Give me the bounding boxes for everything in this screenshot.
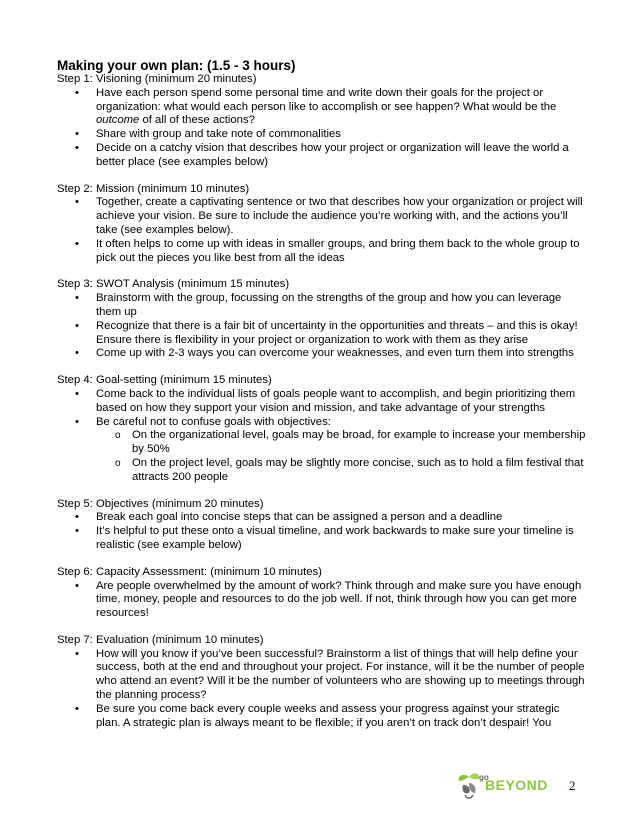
list-item-text: Be sure you come back every couple weeks and assess your progress against your strategic plan. A strategic plan is always meant to be flexible; if you aren’t on track don’t despair! You — [96, 702, 560, 729]
bullet-list — [57, 388, 587, 485]
sub-list — [96, 429, 587, 484]
page-number: 2 — [569, 778, 576, 793]
bullet-list — [57, 648, 587, 731]
list-item-text: Be careful not to confuse goals with objectives: — [96, 415, 331, 428]
list-item — [57, 196, 587, 237]
sub-list-item: o On the project level, goals may be slightly more concise, such as to hold a film festival that attracts 200 people — [57, 457, 587, 485]
list-item-text: Break each goal into concise steps that can be assigned a person and a deadline — [96, 511, 503, 524]
list-item — [57, 648, 587, 703]
list-item-text: Come back to the individual lists of goals people want to accomplish, and begin prioritizing them based on how they support your vision and mission, and take advantage of your strengths — [96, 387, 576, 414]
bullet-list — [57, 196, 587, 265]
bullet-list — [57, 511, 587, 552]
step-section — [57, 566, 587, 621]
bullet-list — [57, 87, 587, 170]
list-item — [57, 580, 587, 621]
list-item — [57, 87, 587, 128]
list-item-text: Have each person spend some personal time and write down their goals for the project or organization: what would each person like to accomplish or see happen? What would be the — [96, 86, 557, 113]
list-item-text: Recognize that there is a fair bit of uncertainty in the opportunities and threats – and this is okay! Ensure there is flexibility in your project or organization to work with them as they arise — [96, 319, 578, 346]
list-item-text: Brainstorm with the group, focussing on the strengths of the group and how you can leverage them up — [96, 292, 562, 318]
list-item — [57, 128, 587, 142]
step-heading: Step 1: Visioning (minimum 20 minutes) — [57, 73, 257, 85]
step-section — [57, 498, 587, 553]
list-item-text: Decide on a catchy vision that describes how your project or organization will leave the world a better place (see examples below) — [96, 141, 569, 168]
list-item — [57, 292, 587, 320]
step-section — [57, 278, 587, 361]
list-item-text: Together, create a captivating sentence or two that describes how your organization or project will achieve your vision. Be sure to include the audience you’re working with, and the actions you’ll take (see examples below). — [96, 196, 583, 236]
step-heading: Step 7: Evaluation (minimum 10 minutes) — [57, 633, 264, 646]
section-title: Making your own plan: (1.5 - 3 hours) — [57, 58, 296, 73]
list-item — [57, 703, 587, 731]
go-beyond-logo — [455, 771, 548, 803]
list-item — [57, 416, 587, 485]
sub-list-item: o On the organizational level, goals may be broad, for example to increase your membership by 50% — [57, 429, 587, 457]
list-item-text: How will you know if you’ve been successful? Brainstorm a list of things that will help define your success, both at the end and throughout your project. For instance, will it be the number of people who attend an event? Will it be the number of volunteers who are showing up to meetings through the planning process? — [96, 647, 585, 702]
list-item-text: Are people overwhelmed by the amount of work? Think through and make sure you have enough time, money, people and resources to do the job well. If not, think through how you can get more resources! — [96, 579, 582, 620]
bullet-list — [57, 292, 587, 361]
logo-beyond-text: BEYOND — [485, 777, 548, 793]
emphasis-text: outcome — [96, 114, 140, 127]
list-item — [57, 142, 587, 170]
step-heading: Step 6: Capacity Assessment: (minimum 10 minutes) — [57, 565, 322, 578]
list-item-text: Share with group and take note of commonalities — [96, 128, 341, 141]
list-item — [57, 525, 587, 553]
list-item — [57, 238, 587, 266]
bullet-list — [57, 580, 587, 621]
step-section — [57, 634, 587, 731]
step-heading: Step 3: SWOT Analysis (minimum 15 minutes) — [57, 278, 290, 291]
step-heading: Step 5: Objectives (minimum 20 minutes) — [57, 497, 264, 510]
steps-container — [57, 73, 587, 730]
document-body — [57, 58, 587, 743]
list-item — [57, 511, 587, 525]
step-section — [57, 374, 587, 484]
list-item — [57, 320, 587, 348]
step-section — [57, 73, 587, 170]
list-item-text: Come up with 2-3 ways you can overcome your weaknesses, and even turn them into strengths — [96, 347, 574, 360]
list-item — [57, 347, 587, 361]
list-item-text: of all of these actions? — [139, 114, 255, 127]
list-item-text: It often helps to come up with ideas in smaller groups, and bring them back to the whole group to pick out the pieces you like best from all the ideas — [96, 237, 580, 264]
list-item-text: It’s helpful to put these onto a visual timeline, and work backwards to make sure your timeline is realistic (see example below) — [96, 525, 574, 551]
step-heading: Step 4: Goal-setting (minimum 15 minutes) — [57, 374, 272, 387]
step-section — [57, 183, 587, 266]
list-item — [57, 388, 587, 416]
logo-go-text: go — [479, 773, 489, 782]
step-heading: Step 2: Mission (minimum 10 minutes) — [57, 182, 250, 195]
